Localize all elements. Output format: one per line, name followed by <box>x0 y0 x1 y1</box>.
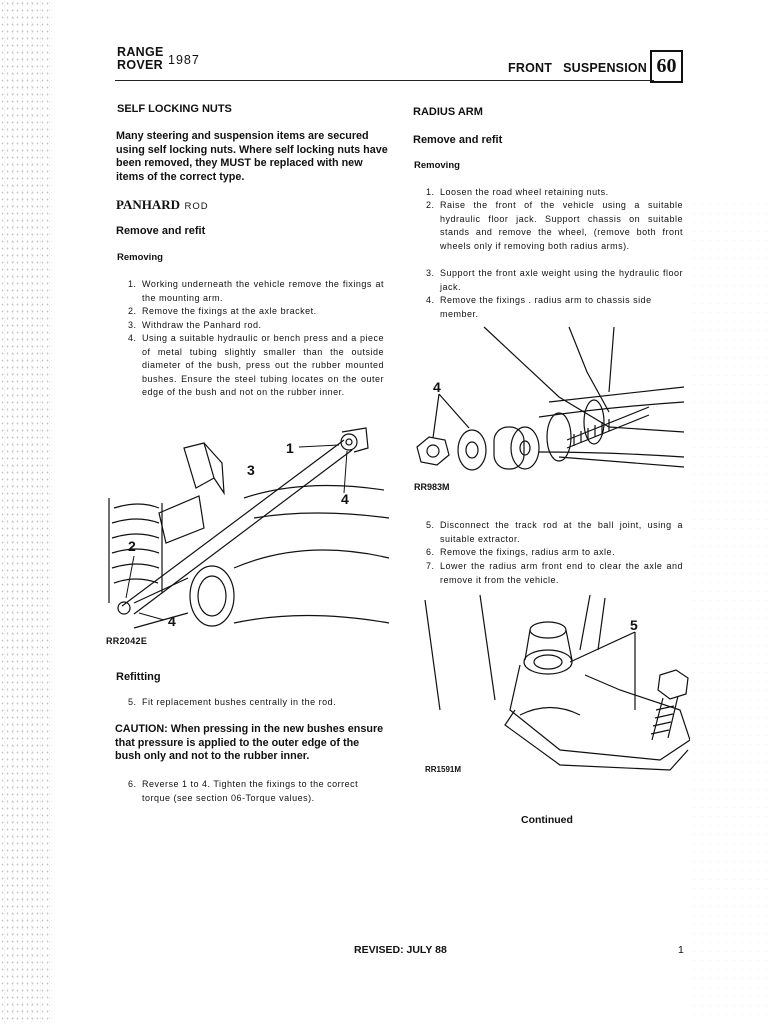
step-text: Remove the fixings . radius arm to chassis side member. <box>440 295 652 319</box>
refit-step-5 <box>128 696 384 710</box>
page-number: 1 <box>678 944 684 956</box>
step-text: Remove the fixings at the axle bracket. <box>142 306 317 316</box>
radius-remove-refit: Remove and refit <box>413 134 503 146</box>
step-number: 5. <box>426 520 435 530</box>
range-rover-logo <box>117 46 164 72</box>
figure-callout: 4 <box>168 613 176 629</box>
logo-line-1: RANGE <box>117 45 164 59</box>
step-number: 3. <box>128 320 137 330</box>
step-number: 1. <box>128 279 137 289</box>
figure-caption: RR983M <box>414 482 450 492</box>
radius-arm-ball-joint-illustration <box>420 590 690 780</box>
step-text: Loosen the road wheel retaining nuts. <box>440 187 609 197</box>
figure-callout: 5 <box>630 617 638 633</box>
step-number: 2. <box>128 306 137 316</box>
step-text: Support the front axle weight using the hydraulic floor jack. <box>440 268 683 292</box>
panhard-rod-heading <box>116 196 209 214</box>
header-rule <box>115 80 654 81</box>
step-text: Disconnect the track rod at the ball joint, using a suitable extractor. <box>440 520 683 544</box>
step-text: Withdraw the Panhard rod. <box>142 320 262 330</box>
step-number: 3. <box>426 268 435 278</box>
figure-callout: 4 <box>341 491 349 507</box>
panhard-step-4 <box>128 332 384 400</box>
radius-step-6 <box>426 546 683 560</box>
step-number: 4. <box>426 295 435 305</box>
step-text: Fit replacement bushes centrally in the rod. <box>142 697 337 707</box>
figure-callout: 1 <box>286 440 294 456</box>
step-text: Lower the radius arm front end to clear the axle and remove it from the vehicle. <box>440 561 683 585</box>
continued-label: Continued <box>521 814 573 826</box>
step-number: 4. <box>128 333 137 343</box>
self-locking-nuts-text: Many steering and suspension items are secured using self locking nuts. Where self locking nuts have been removed, they MUST be replaced with new items of the correct type. <box>116 130 388 183</box>
radius-arm-fixings-illustration <box>409 322 689 494</box>
figure-caption: RR1591M <box>425 765 462 774</box>
step-text: Raise the front of the vehicle using a suitable hydraulic floor jack. Support chassis on suitable stands and remove the wheel, (remove both front wheels only if removing both radius arms). <box>440 200 683 251</box>
panhard-rod-illustration <box>104 418 394 653</box>
caution-note: CAUTION: When pressing in the new bushes ensure that pressure is applied to the outer edge of the bush only and not to the rubber inner. <box>115 723 384 762</box>
panhard-word: PANHARD <box>116 197 181 212</box>
refit-step-6 <box>128 778 384 805</box>
radius-step-4 <box>426 294 683 321</box>
model-year: 1987 <box>168 53 200 67</box>
panhard-step-2 <box>128 305 384 319</box>
section-title: FRONT SUSPENSION <box>508 61 648 75</box>
logo-line-2: ROVER <box>117 58 163 72</box>
radius-arm-heading: RADIUS ARM <box>413 106 483 118</box>
panhard-remove-refit: Remove and refit <box>116 225 206 237</box>
radius-step-3 <box>426 267 683 294</box>
step-text: Remove the fixings, radius arm to axle. <box>440 547 616 557</box>
step-text: Reverse 1 to 4. Tighten the fixings to the correct torque (see section 06-Torque values). <box>142 779 359 803</box>
figure-callout: 2 <box>128 538 136 554</box>
step-number: 1. <box>426 187 435 197</box>
figure-caption: RR2042E <box>106 636 148 646</box>
panhard-removing: Removing <box>117 252 163 263</box>
step-text: Working underneath the vehicle remove the fixings at the mounting arm. <box>142 279 384 303</box>
step-number: 2. <box>426 200 435 210</box>
radius-removing: Removing <box>414 160 460 171</box>
radius-step-1 <box>426 186 683 200</box>
section-number: 60 <box>650 50 683 83</box>
refitting-heading: Refitting <box>116 671 161 683</box>
radius-step-5 <box>426 519 683 546</box>
radius-step-2 <box>426 199 683 253</box>
step-text: Using a suitable hydraulic or bench press and a piece of metal tubing slightly smaller than the outside diameter of the bush, press out the rubber mounted bushes. Ensure the steel tubing locates on the outer edge of the bush and not on the rubber inner. <box>142 333 384 397</box>
self-locking-nuts-heading: SELF LOCKING NUTS <box>117 103 232 115</box>
rod-word: ROD <box>184 201 209 212</box>
figure-callout: 3 <box>247 462 255 478</box>
figure-callout: 4 <box>433 379 441 395</box>
panhard-step-1 <box>128 278 384 305</box>
revision-date: REVISED: JULY 88 <box>354 944 447 956</box>
step-number: 7. <box>426 561 435 571</box>
radius-step-7 <box>426 560 683 587</box>
step-number: 6. <box>128 779 137 789</box>
scan-margin-noise <box>0 0 52 1024</box>
scan-margin-noise-right <box>690 200 768 1020</box>
step-number: 6. <box>426 547 435 557</box>
step-number: 5. <box>128 697 137 707</box>
panhard-step-3 <box>128 319 384 333</box>
